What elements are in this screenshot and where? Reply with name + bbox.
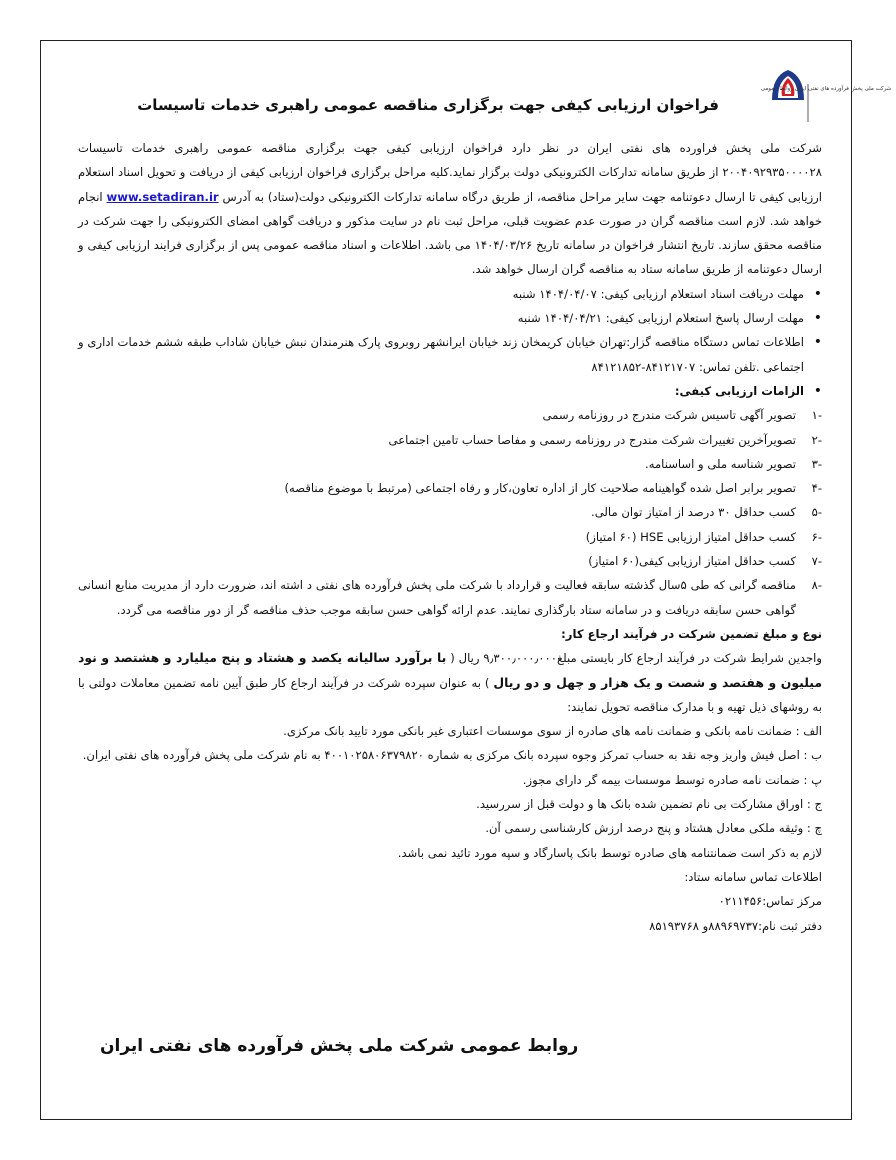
requirements-heading-item bbox=[78, 379, 822, 403]
item-text: تصویرآخرین تغییرات شرکت مندرج در روزنامه رسمی و مفاصا حساب تامین اجتماعی bbox=[388, 432, 796, 447]
item-number: -۴ bbox=[811, 481, 822, 496]
list-item bbox=[78, 573, 822, 622]
list-item: • اطلاعات تماس دستگاه مناقصه گزار:تهران خیابان کریمخان زند خیابان ایرانشهر روبروی پارک هنرمندان نبش خیابان شاداب طبقه ششم خدمات اداری و اجتماعی .تلفن تماس: ۸۴۱۲۱۷۰۷-۸۴۱۲۱۸۵۲ bbox=[78, 330, 822, 379]
guarantee-line: ج : اوراق مشارکت بی نام تضمین شده بانک ها و دولت قبل از سررسید. bbox=[476, 797, 822, 812]
item-text: تصویر شناسه ملی و اساسنامه. bbox=[645, 456, 796, 471]
item-text: کسب حداقل امتیاز ارزیابی HSE (۶۰ امتیاز) bbox=[585, 529, 796, 544]
footer-signature: روابط عمومی شرکت ملی پخش فرآورده های نفتی ایران bbox=[100, 1036, 579, 1056]
contact-heading: اطلاعات تماس سامانه ستاد: bbox=[684, 869, 822, 884]
setadiran-link[interactable]: www.setadiran.ir bbox=[106, 189, 219, 204]
guarantee-amount-words: با برآورد سالیانه یکصد و هشتاد و پنج میلیارد و هشتصد و نود میلیون و هفتصد و شصت و یک هزار و چهل و دو ریال bbox=[78, 650, 822, 690]
deadline-list bbox=[78, 282, 822, 403]
list-item bbox=[78, 525, 822, 549]
list-item bbox=[78, 403, 822, 427]
announcement bbox=[64, 58, 892, 938]
item-number: -۱ bbox=[811, 408, 822, 423]
guarantee-paragraph bbox=[78, 646, 822, 719]
guarantee-text-2: ) به عنوان سپرده شرکت در فرآیند ارجاع کار طبق آیین نامه تضمین معاملات دولتی با به روشهای ذیل تهیه و با مدارک مناقصه تحویل نمایند: bbox=[78, 675, 822, 714]
contact-center: مرکز تماس:۰۲۱۱۴۵۶ bbox=[718, 894, 822, 909]
list-item bbox=[78, 476, 822, 500]
intro-text-2: انجام خواهد شد. لازم است مناقصه گران در صورت عدم عضویت قبلی، مراحل ثبت نام در سایت مذکور و دریافت گواهی امضای الکترونیکی را جهت شرکت در مناقصه محقق سازند. تاریخ انتشار فراخوان در سامانه تاریخ ۱۴۰۴/۰۳/۲۶ می باشد. اطلاعات و اسناد مناقصه عمومی پس از برگزاری فرایند ارزیابی کیفی و ارسال دعوتنامه از طریق سامانه ستاد به مناقصه گران ارسال خواهد شد. bbox=[78, 189, 822, 277]
list-item bbox=[78, 549, 822, 573]
guarantee-text-1: واجدین شرایط شرکت در فرآیند ارجاع کار بایستی مبلغ۹٫۳۰۰٫۰۰۰٫۰۰۰ ریال ( bbox=[450, 651, 822, 666]
list-item: • مهلت ارسال پاسخ استعلام ارزیابی کیفی: ۱۴۰۴/۰۴/۲۱ شنبه bbox=[78, 306, 822, 330]
item-number: -۲ bbox=[811, 432, 822, 447]
guarantee-note: لازم به ذکر است ضمانتنامه های صادره توسط بانک پاسارگاد و سپه مورد تائید نمی باشد. bbox=[397, 845, 822, 860]
list-item bbox=[78, 500, 822, 524]
contact-office: دفتر ثبت نام:۸۸۹۶۹۷۳۷و ۸۵۱۹۳۷۶۸ bbox=[649, 918, 822, 933]
guarantee-line: چ : وثیقه ملکی معادل هشتاد و پنج درصد ارزش کارشناسی رسمی آن. bbox=[485, 821, 822, 836]
page-title: فراخوان ارزیابی کیفی جهت برگزاری مناقصه عمومی راهبری خدمات تاسیسات bbox=[137, 96, 719, 114]
logo-text: شرکت ملی پخش فرآورده های نفتی ایران روابط عمومی bbox=[760, 86, 892, 92]
guarantee-section bbox=[78, 622, 822, 938]
company-logo-icon bbox=[760, 60, 892, 134]
guarantee-line: پ : ضمانت نامه صادره توسط موسسات بیمه گر دارای مجوز. bbox=[522, 772, 822, 787]
intro-text-1: شرکت ملی پخش فراورده های نفتی ایران در نظر دارد فراخوان ارزیابی کیفی جهت برگزاری مناقصه عمومی راهبری خدمات تاسیسات ۲۰۰۴۰۹۲۹۳۵۰۰۰۰۲۸ از طریق سامانه تدارکات الکترونیکی دولت برگزار نماید.کلیه مراحل برگزاری فراخوان ارزیابی کیفی از دریافت و تحویل اسناد استعلام ارزیابی کیفی تا ارسال دعوتنامه جهت سایر مراحل مناقصه، از طریق درگاه سامانه تدارکات الکترونیکی دولت(ستاد) به آدرس bbox=[78, 141, 822, 204]
guarantee-line: ب : اصل فیش واریز وجه نقد به حساب تمرکز وجوه سپرده بانک مرکزی به شماره ۴۰۰۱۰۲۵۸۰۶۳۷۹۸۲۰ به نام شرکت ملی پخش فرآورده های نفتی ایران. bbox=[82, 748, 822, 763]
item-number: -۷ bbox=[811, 554, 822, 569]
guarantee-line: الف : ضمانت نامه بانکی و ضمانت نامه های صادره از سوی موسسات اعتباری غیر بانکی مورد تایید بانک مرکزی. bbox=[283, 724, 822, 739]
item-number: -۸ bbox=[811, 578, 822, 593]
item-text: تصویر برابر اصل شده گواهینامه صلاحیت کار از اداره تعاون،کار و رفاه اجتماعی (مرتبط با موضوع مناقصه) bbox=[284, 481, 796, 496]
requirements-list bbox=[78, 403, 822, 622]
item-text: کسب حداقل ۳۰ درصد از امتیاز توان مالی. bbox=[591, 505, 796, 520]
item-text: مناقصه گرانی که طی ۵سال گذشته سابقه فعالیت و قرارداد با شرکت ملی پخش فرآورده های نفتی د اشته اند، ضرورت دارد از مدیریت منابع انسانی گواهی حسن سابقه دریافت و در سامانه ستاد بارگذاری نمایند. عدم ارائه گواهی حسن سابقه موجب حذف مناقصه گر از دور مناقصه می گردد. bbox=[78, 578, 796, 617]
list-item bbox=[78, 452, 822, 476]
intro-paragraph bbox=[78, 136, 822, 282]
requirements-heading: الزامات ارزیابی کیفی: bbox=[674, 383, 804, 398]
item-text: تصویر آگهی تاسیس شرکت مندرج در روزنامه رسمی bbox=[542, 408, 796, 423]
item-number: -۳ bbox=[811, 456, 822, 471]
list-item bbox=[78, 428, 822, 452]
item-number: -۶ bbox=[811, 529, 822, 544]
list-item: • مهلت دریافت اسناد استعلام ارزیابی کیفی: ۱۴۰۴/۰۴/۰۷ شنبه bbox=[78, 282, 822, 306]
item-text: کسب حداقل امتیاز ارزیابی کیفی(۶۰ امتیاز) bbox=[588, 554, 796, 569]
header bbox=[64, 58, 892, 114]
item-number: -۵ bbox=[811, 505, 822, 520]
guarantee-heading: نوع و مبلغ تضمین شرکت در فرآیند ارجاع کار: bbox=[561, 626, 822, 641]
